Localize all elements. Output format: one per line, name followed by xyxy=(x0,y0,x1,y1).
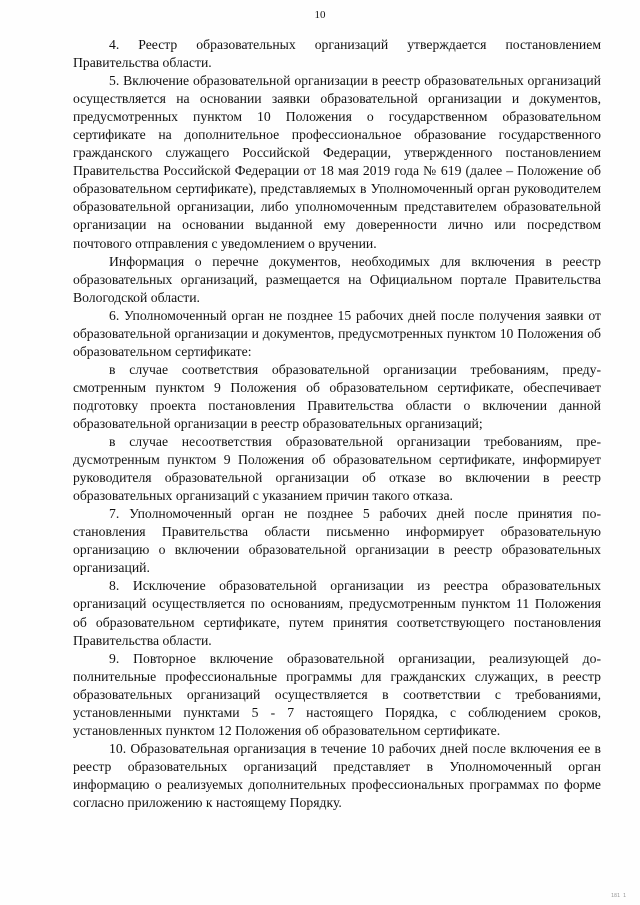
document-body xyxy=(73,36,601,812)
paragraph-6: 6. Уполномоченный орган не позднее 15 рабочих дней после получения заявки от образовательной организации и документов, предусмотренных пунктом 10 Положения об образовательном сертификате: xyxy=(73,307,601,359)
paragraph-8: 8. Исключение образовательной организации из реестра образовательных организаций осуществляется по основаниям, предусмотренным пунктом 11 Положения об образовательном сертификате, путем принятия соответствующего постановления Правительства области. xyxy=(73,578,601,648)
paragraph-6-case-noncompliant: в случае несоответствия образовательной организации требованиям, предусмотренным пунктом 9 Положения об образовательном сертификате, информирует руководителя образовательной организации об отказе во включении в реестр образовательных организаций с указанием причин такого отказа. xyxy=(73,434,601,504)
paragraph-5-info: Информация о перечне документов, необходимых для включения в реестр образовательных организаций, размещается на Официальном портале Правительства Вологодской области. xyxy=(73,253,601,305)
paragraph-4: 4. Реестр образовательных организаций утверждается постановлением Правительства области. xyxy=(73,37,601,71)
paragraph-6-case-compliant: в случае соответствия образовательной организации требованиям, предусмотренным пунктом 9 Положения об образовательном сертификате, обеспечивает подготовку проекта постановления Правительства области о включении данной образовательной организации в реестр образовательных организаций; xyxy=(73,361,601,431)
paragraph-5: 5. Включение образовательной организации в реестр образовательных организаций осуществляется на основании заявки образовательной организации и документов, предусмотренных пунктом 10 Положения о государственном образовательном сертификате на дополнительное профессиональное образование государственного гражданского служащего Российской Федерации, утвержденного постановлением Правительства Российской Федерации от 18 мая 2019 года № 619 (далее – Положение об образовательном сертификате), представляемых в Уполномоченный орган руководителем образовательной организации, либо уполномоченным представителем образовательной организации на основании выданной ему доверенности лично или посредством почтового отправления с уведомлением о вручении. xyxy=(73,73,601,251)
footer-mark: 181 1 xyxy=(610,893,626,899)
paragraph-9: 9. Повторное включение образовательной организации, реализующей дополнительные профессиональные программы для гражданских служащих, в реестр образовательных организаций осуществляется в соответствии с требованиями, установленными пунктами 5 - 7 настоящего Порядка, с соблюдением сроков, установленных пунктом 12 Положения об образовательном сертификате. xyxy=(73,650,601,738)
page-number: 10 xyxy=(314,9,326,21)
paragraph-10: 10. Образовательная организация в течение 10 рабочих дней после включения ее в реестр образовательных организаций представляет в Уполномоченный орган информацию о реализуемых дополнительных профессиональных программах по форме согласно приложению к настоящему Порядку. xyxy=(73,740,601,810)
paragraph-7: 7. Уполномоченный орган не позднее 5 рабочих дней после принятия постановления Правительства области письменно информирует образовательную организацию о включении образовательной организации в реестр образовательных организаций. xyxy=(73,506,601,576)
